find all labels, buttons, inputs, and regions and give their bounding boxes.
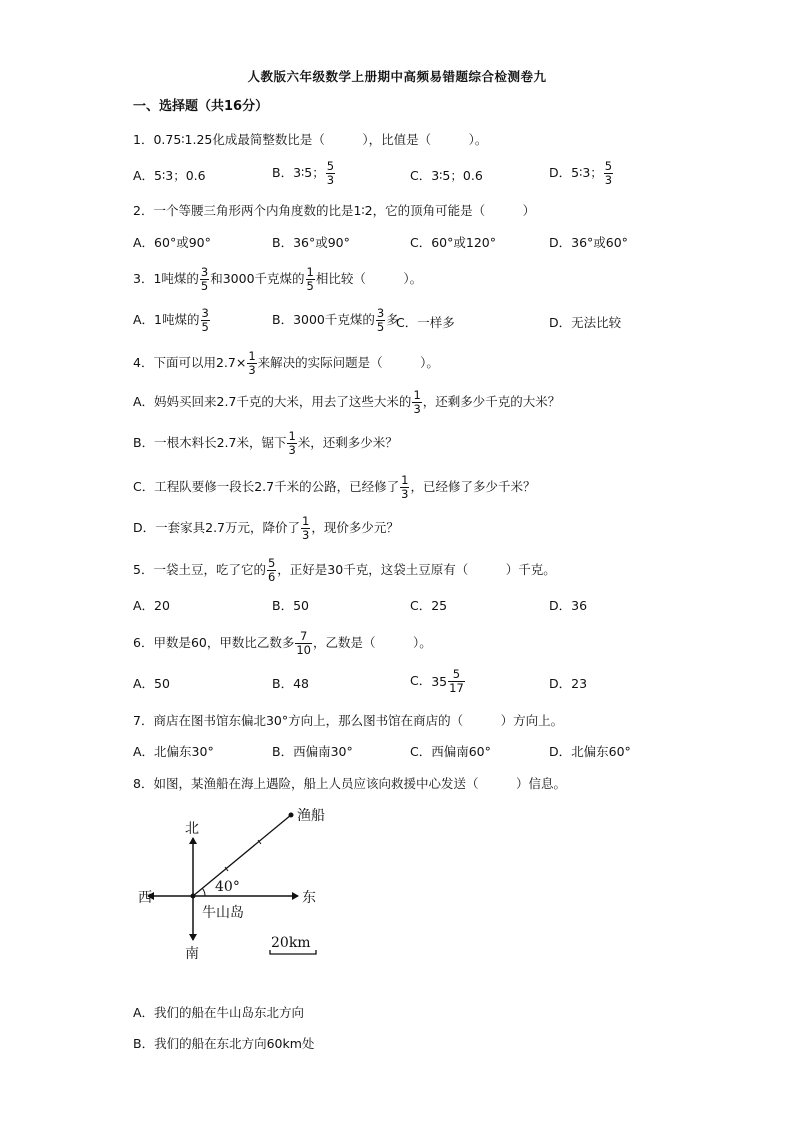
q8-option-b: B．我们的船在东北方向60km处 (133, 1036, 315, 1051)
fraction: $\frac{3}{5}$ (200, 265, 209, 293)
label-scale: 20km (271, 935, 311, 951)
q2-option-a: A．60°或90° (133, 235, 211, 250)
q5-option-c: C．25 (410, 598, 448, 613)
question-5-stem: 5．一袋土豆，吃了它的 $\frac{5}{6}$ ，正好是30千克，这袋土豆原有（ ）千克。 (133, 556, 556, 584)
question-1-stem: 1．0.75∶1.25化成最简整数比是（ ），比值是（ ）。 (133, 132, 488, 147)
label-north: 北 (185, 821, 199, 837)
q3-option-c: C．一样多 (396, 315, 455, 330)
label-east: 东 (302, 890, 316, 906)
label-ship: 渔船 (297, 808, 325, 824)
q7-option-b: B．西偏南30° (272, 744, 353, 759)
fraction: $\frac{1}{3}$ (302, 514, 310, 542)
angle-arc (203, 889, 206, 897)
q7-option-a: A．北偏东30° (133, 744, 214, 759)
q3-option-a: A．1吨煤的 $\frac{3}{5}$ (133, 306, 209, 334)
q6-option-d: D．23 (549, 676, 588, 691)
fraction: $\frac{5}{6}$ (267, 556, 276, 584)
fraction: $\frac{5}{17}$ (449, 667, 464, 695)
question-7-stem: 7．商店在图书馆东偏北30°方向上，那么图书馆在商店的（ ）方向上。 (133, 713, 564, 728)
label-island: 牛山岛 (202, 905, 244, 921)
q6-option-a: A．50 (133, 676, 170, 691)
q2-option-b: B．36°或90° (272, 235, 350, 250)
fraction: $\frac{5}{3}$ (604, 159, 613, 187)
island-point (191, 894, 196, 899)
ship-point (289, 813, 294, 818)
label-west: 西 (138, 890, 152, 906)
question-8-stem: 8．如图，某渔船在海上遇险，船上人员应该向救援中心发送（ ）信息。 (133, 776, 566, 791)
fraction: $\frac{1}{3}$ (288, 429, 296, 457)
q5-option-a: A．20 (133, 598, 170, 613)
q7-option-c: C．西偏南60° (410, 744, 491, 759)
fraction: $\frac{3}{5}$ (376, 306, 385, 334)
q6-option-c: C．35 $\frac{5}{17}$ (410, 667, 464, 695)
question-6-stem: 6．甲数是60，甲数比乙数多 $\frac{7}{10}$ ，乙数是（ ）。 (133, 629, 432, 657)
q8-option-a: A．我们的船在牛山岛东北方向 (133, 1005, 305, 1020)
q7-option-d: D．北偏东60° (549, 744, 631, 759)
question-2-stem: 2．一个等腰三角形两个内角度数的比是1∶2，它的顶角可能是（ ） (133, 203, 536, 218)
q5-option-b: B．50 (272, 598, 309, 613)
direction-diagram (130, 800, 360, 970)
label-south: 南 (185, 946, 199, 962)
fraction: $\frac{5}{3}$ (326, 159, 335, 187)
q5-option-d: D．36 (549, 598, 588, 613)
q2-option-c: C．60°或120° (410, 235, 496, 250)
q6-option-b: B．48 (272, 676, 309, 691)
q3-option-d: D．无法比较 (549, 315, 622, 330)
section-heading-choice: 一、选择题（共16分） (133, 99, 269, 114)
fraction: $\frac{1}{3}$ (413, 388, 421, 416)
q2-option-d: D．36°或60° (549, 235, 628, 250)
q3-option-b: B．3000千克煤的 $\frac{3}{5}$ 多 (272, 306, 399, 334)
q4-option-c: C．工程队要修一段长2.7千米的公路，已经修了 $\frac{1}{3}$ ，已经修了多少千米？ (133, 473, 536, 501)
ship-direction-line (193, 815, 291, 896)
q4-option-b: B．一根木料长2.7米，锯下 $\frac{1}{3}$ 米，还剩多少米？ (133, 429, 398, 457)
q1-option-c: C．3∶5；0.6 (410, 168, 483, 183)
q4-option-d: D．一套家具2.7万元，降价了 $\frac{1}{3}$ ，现价多少元？ (133, 514, 399, 542)
page-title: 人教版六年级数学上册期中高频易错题综合检测卷九 (247, 69, 547, 84)
q1-option-a: A．5∶3；0.6 (133, 168, 206, 183)
q1-option-d: D．5∶3； $\frac{5}{3}$ (549, 159, 613, 187)
question-4-stem: 4．下面可以用2.7× $\frac{1}{3}$ 来解决的实际问题是（ ）。 (133, 349, 439, 377)
q4-option-a: A．妈妈买回来2.7千克的大米，用去了这些大米的 $\frac{1}{3}$ ，还剩多少千克的大米？ (133, 388, 561, 416)
q1-option-b: B．3∶5； $\frac{5}{3}$ (272, 159, 335, 187)
label-angle: 40° (215, 879, 240, 895)
fraction: $\frac{7}{10}$ (296, 629, 311, 657)
fraction: $\frac{3}{5}$ (201, 306, 209, 334)
fraction: $\frac{1}{3}$ (248, 349, 256, 377)
question-3-stem: 3．1吨煤的 $\frac{3}{5}$ 和3000千克煤的 $\frac{1}{5}$ 相比较（ ）。 (133, 265, 423, 293)
fraction: $\frac{1}{5}$ (306, 265, 314, 293)
fraction: $\frac{1}{3}$ (401, 473, 409, 501)
